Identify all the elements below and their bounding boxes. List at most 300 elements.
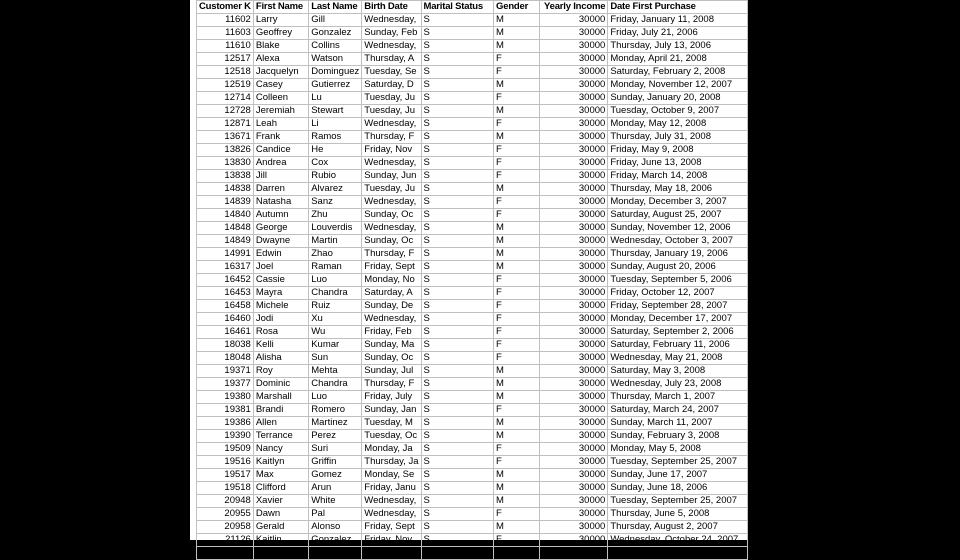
table-row (197, 352, 748, 365)
cell-customer-key: 21129 (197, 547, 254, 560)
cell-yearly-income: 30000 (539, 417, 607, 430)
header-row (197, 1, 748, 14)
cell-last-name: Chandra (309, 378, 362, 391)
cell-birth-date: Sunday, De (362, 300, 421, 313)
cell-date-first-purchase: Thursday, June 5, 2008 (608, 508, 748, 521)
cell-birth-date: Friday, Nov (362, 534, 421, 547)
cell-last-name: Griffin (309, 456, 362, 469)
cell-last-name: Zhao (309, 248, 362, 261)
cell-marital-status: S (421, 287, 494, 300)
cell-birth-date: Tuesday, M (362, 417, 421, 430)
cell-birth-date: Wednesday, (362, 495, 421, 508)
cell-first-name: Jacquelyn (253, 66, 308, 79)
cell-marital-status: S (421, 248, 494, 261)
cell-first-name: Andrea (253, 157, 308, 170)
cell-marital-status: S (421, 300, 494, 313)
table-row (197, 235, 748, 248)
cell-gender: F (494, 196, 540, 209)
cell-last-name: Suri (309, 443, 362, 456)
cell-birth-date: Friday, Jun (362, 547, 421, 560)
cell-marital-status: S (421, 105, 494, 118)
cell-birth-date: Wednesday, (362, 196, 421, 209)
cell-birth-date: Monday, Ja (362, 443, 421, 456)
cell-customer-key: 13830 (197, 157, 254, 170)
cell-marital-status: S (421, 118, 494, 131)
cell-birth-date: Wednesday, (362, 222, 421, 235)
cell-yearly-income: 30000 (539, 14, 607, 27)
table-row (197, 547, 748, 560)
cell-birth-date: Tuesday, Ju (362, 183, 421, 196)
cell-customer-key: 18038 (197, 339, 254, 352)
cell-gender: F (494, 326, 540, 339)
cell-yearly-income: 30000 (539, 157, 607, 170)
cell-date-first-purchase: Friday, March 14, 2008 (608, 170, 748, 183)
cell-yearly-income: 30000 (539, 469, 607, 482)
cell-date-first-purchase: Sunday, June 18, 2006 (608, 482, 748, 495)
cell-yearly-income: 30000 (539, 287, 607, 300)
cell-customer-key: 16461 (197, 326, 254, 339)
cell-marital-status: S (421, 92, 494, 105)
cell-first-name: Kaitlyn (253, 456, 308, 469)
cell-customer-key: 19516 (197, 456, 254, 469)
cell-gender: M (494, 430, 540, 443)
cell-birth-date: Sunday, Jun (362, 170, 421, 183)
table-row (197, 105, 748, 118)
cell-birth-date: Thursday, F (362, 131, 421, 144)
cell-gender: M (494, 391, 540, 404)
cell-gender: M (494, 261, 540, 274)
col-header-first-name: First Name (253, 1, 308, 14)
cell-gender: M (494, 235, 540, 248)
cell-last-name: Luo (309, 274, 362, 287)
cell-marital-status: S (421, 235, 494, 248)
cell-date-first-purchase: Tuesday, September 25, 2007 (608, 456, 748, 469)
cell-customer-key: 11602 (197, 14, 254, 27)
table-row (197, 521, 748, 534)
cell-last-name: Martinez (309, 417, 362, 430)
cell-yearly-income: 30000 (539, 27, 607, 40)
cell-marital-status: S (421, 469, 494, 482)
cell-first-name: Marshall (253, 391, 308, 404)
cell-date-first-purchase: Monday, April 21, 2008 (608, 53, 748, 66)
cell-last-name: Ramos (309, 131, 362, 144)
cell-last-name: Alonso (309, 521, 362, 534)
table-row (197, 391, 748, 404)
cell-date-first-purchase: Friday, July 21, 2006 (608, 27, 748, 40)
cell-yearly-income: 30000 (539, 222, 607, 235)
cell-marital-status: S (421, 365, 494, 378)
cell-customer-key: 11603 (197, 27, 254, 40)
cell-birth-date: Thursday, F (362, 378, 421, 391)
cell-birth-date: Wednesday, (362, 157, 421, 170)
cell-customer-key: 13826 (197, 144, 254, 157)
cell-date-first-purchase: Monday, December 3, 2007 (608, 196, 748, 209)
cell-date-first-purchase: Saturday, February 2, 2008 (608, 66, 748, 79)
cell-last-name: Gomez (309, 469, 362, 482)
table-row (197, 378, 748, 391)
cell-marital-status: S (421, 222, 494, 235)
col-header-customer-key: Customer K (197, 1, 254, 14)
cell-gender: M (494, 378, 540, 391)
cell-marital-status: S (421, 404, 494, 417)
cell-customer-key: 12517 (197, 53, 254, 66)
table-row (197, 313, 748, 326)
cell-yearly-income: 30000 (539, 183, 607, 196)
cell-first-name: Terrance (253, 430, 308, 443)
cell-birth-date: Wednesday, (362, 40, 421, 53)
cell-date-first-purchase: Wednesday, October 24, 2007 (608, 534, 748, 547)
cell-date-first-purchase: Sunday, November 12, 2006 (608, 222, 748, 235)
table-row (197, 79, 748, 92)
cell-customer-key: 18048 (197, 352, 254, 365)
cell-last-name: Li (309, 118, 362, 131)
cell-date-first-purchase: Tuesday, September 5, 2006 (608, 274, 748, 287)
cell-marital-status: S (421, 313, 494, 326)
cell-last-name: Collins (309, 40, 362, 53)
cell-gender: F (494, 534, 540, 547)
cell-first-name: Nancy (253, 443, 308, 456)
cell-birth-date: Friday, Nov (362, 144, 421, 157)
cell-marital-status: S (421, 508, 494, 521)
cell-marital-status: S (421, 131, 494, 144)
cell-first-name: Casey (253, 79, 308, 92)
cell-gender: M (494, 248, 540, 261)
cell-gender: M (494, 547, 540, 560)
cell-yearly-income: 30000 (539, 53, 607, 66)
table-row (197, 508, 748, 521)
cell-gender: F (494, 92, 540, 105)
cell-marital-status: S (421, 209, 494, 222)
cell-first-name: Mayra (253, 287, 308, 300)
cell-gender: F (494, 66, 540, 79)
cell-first-name: Rosa (253, 326, 308, 339)
customer-table (196, 0, 748, 560)
cell-first-name: Clifford (253, 482, 308, 495)
cell-date-first-purchase: Wednesday, October 3, 2007 (608, 235, 748, 248)
cell-marital-status: S (421, 274, 494, 287)
cell-first-name: Darren (253, 183, 308, 196)
cell-yearly-income: 30000 (539, 482, 607, 495)
cell-marital-status: S (421, 144, 494, 157)
cell-date-first-purchase: Friday, October 12, 2007 (608, 287, 748, 300)
cell-first-name: Kenneth (253, 547, 308, 560)
cell-birth-date: Sunday, Oc (362, 209, 421, 222)
cell-customer-key: 16317 (197, 261, 254, 274)
cell-date-first-purchase: Thursday, July 13, 2006 (608, 40, 748, 53)
table-row (197, 261, 748, 274)
cell-date-first-purchase: Wednesday, May 21, 2008 (608, 352, 748, 365)
cell-customer-key: 12728 (197, 105, 254, 118)
cell-customer-key: 14839 (197, 196, 254, 209)
cell-marital-status: S (421, 196, 494, 209)
cell-yearly-income: 30000 (539, 105, 607, 118)
cell-first-name: Jill (253, 170, 308, 183)
cell-birth-date: Friday, Sept (362, 261, 421, 274)
cell-birth-date: Saturday, A (362, 287, 421, 300)
cell-customer-key: 20955 (197, 508, 254, 521)
cell-birth-date: Wednesday, (362, 118, 421, 131)
cell-first-name: Leah (253, 118, 308, 131)
col-header-yearly-income: Yearly Income (539, 1, 607, 14)
cell-first-name: Frank (253, 131, 308, 144)
cell-customer-key: 14840 (197, 209, 254, 222)
cell-gender: M (494, 27, 540, 40)
cell-birth-date: Monday, Se (362, 469, 421, 482)
cell-gender: M (494, 495, 540, 508)
cell-customer-key: 13671 (197, 131, 254, 144)
cell-customer-key: 21126 (197, 534, 254, 547)
cell-first-name: Brandi (253, 404, 308, 417)
cell-yearly-income: 30000 (539, 313, 607, 326)
cell-customer-key: 20948 (197, 495, 254, 508)
cell-date-first-purchase: Friday, January 11, 2008 (608, 14, 748, 27)
cell-marital-status: S (421, 183, 494, 196)
cell-gender: M (494, 482, 540, 495)
cell-date-first-purchase: Tuesday, September 25, 2007 (608, 495, 748, 508)
cell-last-name: Xu (309, 313, 362, 326)
table-row (197, 495, 748, 508)
cell-last-name: Romero (309, 404, 362, 417)
cell-customer-key: 16458 (197, 300, 254, 313)
cell-gender: F (494, 274, 540, 287)
cell-date-first-purchase: Tuesday, October 9, 2007 (608, 105, 748, 118)
letterbox-right (748, 0, 960, 540)
cell-gender: M (494, 131, 540, 144)
table-row (197, 417, 748, 430)
cell-gender: F (494, 443, 540, 456)
cell-last-name: Perez (309, 430, 362, 443)
table-row (197, 66, 748, 79)
cell-gender: F (494, 53, 540, 66)
cell-first-name: Edwin (253, 248, 308, 261)
cell-first-name: Michele (253, 300, 308, 313)
table-row (197, 131, 748, 144)
cell-marital-status: S (421, 170, 494, 183)
cell-customer-key: 19380 (197, 391, 254, 404)
cell-gender: F (494, 144, 540, 157)
cell-gender: M (494, 469, 540, 482)
cell-birth-date: Tuesday, Ju (362, 105, 421, 118)
table-row (197, 27, 748, 40)
table-row (197, 53, 748, 66)
cell-birth-date: Wednesday, (362, 508, 421, 521)
cell-yearly-income: 30000 (539, 495, 607, 508)
table-row (197, 430, 748, 443)
table-row (197, 404, 748, 417)
cell-marital-status: S (421, 378, 494, 391)
cell-date-first-purchase: Sunday, August 20, 2006 (608, 261, 748, 274)
cell-customer-key: 19386 (197, 417, 254, 430)
cell-last-name: Arun (309, 482, 362, 495)
cell-first-name: Alexa (253, 53, 308, 66)
cell-date-first-purchase: Friday, May 9, 2008 (608, 144, 748, 157)
cell-marital-status: S (421, 391, 494, 404)
cell-yearly-income: 30000 (539, 430, 607, 443)
col-header-date-first-purchase: Date First Purchase (608, 1, 748, 14)
cell-yearly-income: 30000 (539, 209, 607, 222)
cell-yearly-income: 30000 (539, 508, 607, 521)
cell-gender: F (494, 313, 540, 326)
cell-yearly-income: 30000 (539, 521, 607, 534)
cell-yearly-income: 30000 (539, 391, 607, 404)
cell-date-first-purchase: Saturday, August 25, 2007 (608, 209, 748, 222)
cell-birth-date: Thursday, A (362, 53, 421, 66)
cell-birth-date: Sunday, Oc (362, 352, 421, 365)
cell-date-first-purchase: Friday, June 13, 2008 (608, 157, 748, 170)
cell-last-name: White (309, 495, 362, 508)
table-row (197, 482, 748, 495)
cell-date-first-purchase: Saturday, May 3, 2008 (608, 365, 748, 378)
cell-marital-status: S (421, 482, 494, 495)
cell-first-name: Kaitlin (253, 534, 308, 547)
col-header-last-name: Last Name (309, 1, 362, 14)
cell-birth-date: Tuesday, Se (362, 66, 421, 79)
cell-gender: M (494, 40, 540, 53)
cell-last-name: Gonzalez (309, 27, 362, 40)
cell-marital-status: S (421, 430, 494, 443)
cell-marital-status: S (421, 66, 494, 79)
cell-first-name: Dawn (253, 508, 308, 521)
cell-date-first-purchase: Thursday, January 19, 2006 (608, 248, 748, 261)
col-header-birth-date: Birth Date (362, 1, 421, 14)
cell-customer-key: 19517 (197, 469, 254, 482)
cell-marital-status: S (421, 534, 494, 547)
cell-date-first-purchase: Sunday, February 3, 2008 (608, 430, 748, 443)
cell-date-first-purchase: Sunday, January 20, 2008 (608, 92, 748, 105)
cell-last-name: Luo (309, 391, 362, 404)
table-row (197, 248, 748, 261)
cell-customer-key: 16453 (197, 287, 254, 300)
cell-last-name: Martin (309, 235, 362, 248)
cell-first-name: Autumn (253, 209, 308, 222)
cell-yearly-income: 30000 (539, 274, 607, 287)
cell-first-name: Geoffrey (253, 27, 308, 40)
cell-birth-date: Sunday, Feb (362, 27, 421, 40)
cell-yearly-income: 30000 (539, 352, 607, 365)
table-row (197, 118, 748, 131)
cell-first-name: George (253, 222, 308, 235)
cell-first-name: Blake (253, 40, 308, 53)
cell-marital-status: S (421, 14, 494, 27)
cell-customer-key: 14849 (197, 235, 254, 248)
cell-gender: M (494, 183, 540, 196)
cell-marital-status: S (421, 417, 494, 430)
cell-last-name: Louverdis (309, 222, 362, 235)
table-row (197, 300, 748, 313)
cell-customer-key: 19390 (197, 430, 254, 443)
cell-yearly-income: 30000 (539, 326, 607, 339)
cell-yearly-income: 30000 (539, 40, 607, 53)
cell-last-name: Kumar (309, 339, 362, 352)
cell-marital-status: S (421, 261, 494, 274)
table-row (197, 365, 748, 378)
cell-yearly-income: 30000 (539, 170, 607, 183)
cell-birth-date: Sunday, Ma (362, 339, 421, 352)
cell-customer-key: 11610 (197, 40, 254, 53)
cell-last-name: He (309, 144, 362, 157)
cell-yearly-income: 30000 (539, 66, 607, 79)
cell-birth-date: Sunday, Jul (362, 365, 421, 378)
cell-yearly-income: 30000 (539, 79, 607, 92)
cell-marital-status: S (421, 27, 494, 40)
cell-first-name: Colleen (253, 92, 308, 105)
cell-marital-status: S (421, 79, 494, 92)
cell-customer-key: 20958 (197, 521, 254, 534)
table-row (197, 183, 748, 196)
table-row (197, 287, 748, 300)
cell-gender: F (494, 339, 540, 352)
cell-date-first-purchase: Sunday, June 17, 2007 (608, 469, 748, 482)
cell-yearly-income: 30000 (539, 378, 607, 391)
cell-customer-key: 19509 (197, 443, 254, 456)
cell-last-name: Stewart (309, 105, 362, 118)
cell-marital-status: S (421, 326, 494, 339)
cell-first-name: Jodi (253, 313, 308, 326)
cell-gender: F (494, 118, 540, 131)
cell-yearly-income: 30000 (539, 196, 607, 209)
cell-birth-date: Friday, July (362, 391, 421, 404)
cell-first-name: Joel (253, 261, 308, 274)
cell-marital-status: S (421, 339, 494, 352)
cell-customer-key: 14991 (197, 248, 254, 261)
cell-date-first-purchase: Monday, November 12, 2007 (608, 79, 748, 92)
cell-date-first-purchase: Monday, December 17, 2007 (608, 313, 748, 326)
cell-first-name: Roy (253, 365, 308, 378)
cell-gender: F (494, 157, 540, 170)
cell-date-first-purchase: Monday, May 12, 2008 (608, 118, 748, 131)
cell-last-name: Sanz (309, 196, 362, 209)
table-row (197, 157, 748, 170)
cell-date-first-purchase: Wednesday, July 23, 2008 (608, 378, 748, 391)
col-header-marital-status: Marital Status (421, 1, 494, 14)
cell-yearly-income: 30000 (539, 261, 607, 274)
cell-yearly-income: 30000 (539, 144, 607, 157)
cell-yearly-income: 30000 (539, 534, 607, 547)
spreadsheet-sheet (190, 0, 748, 558)
cell-birth-date: Saturday, D (362, 79, 421, 92)
table-row (197, 144, 748, 157)
cell-marital-status: S (421, 521, 494, 534)
cell-date-first-purchase: Thursday, March 1, 2007 (608, 391, 748, 404)
cell-last-name: Alvarez (309, 183, 362, 196)
cell-marital-status: S (421, 157, 494, 170)
table-row (197, 534, 748, 547)
cell-customer-key: 19381 (197, 404, 254, 417)
cell-first-name: Natasha (253, 196, 308, 209)
cell-gender: F (494, 287, 540, 300)
cell-birth-date: Sunday, Oc (362, 235, 421, 248)
table-row (197, 170, 748, 183)
cell-gender: M (494, 521, 540, 534)
table-row (197, 274, 748, 287)
cell-date-first-purchase: Thursday, May 18, 2006 (608, 183, 748, 196)
letterbox-left (0, 0, 190, 540)
cell-date-first-purchase: Thursday, August 2, 2007 (608, 521, 748, 534)
cell-gender: F (494, 300, 540, 313)
table-row (197, 222, 748, 235)
table-row (197, 209, 748, 222)
cell-customer-key: 19518 (197, 482, 254, 495)
cell-yearly-income: 30000 (539, 92, 607, 105)
cell-yearly-income: 30000 (539, 300, 607, 313)
cell-gender: M (494, 365, 540, 378)
cell-first-name: Candice (253, 144, 308, 157)
cell-customer-key: 12871 (197, 118, 254, 131)
cell-gender: M (494, 79, 540, 92)
cell-gender: F (494, 170, 540, 183)
cell-gender: M (494, 105, 540, 118)
table-row (197, 456, 748, 469)
